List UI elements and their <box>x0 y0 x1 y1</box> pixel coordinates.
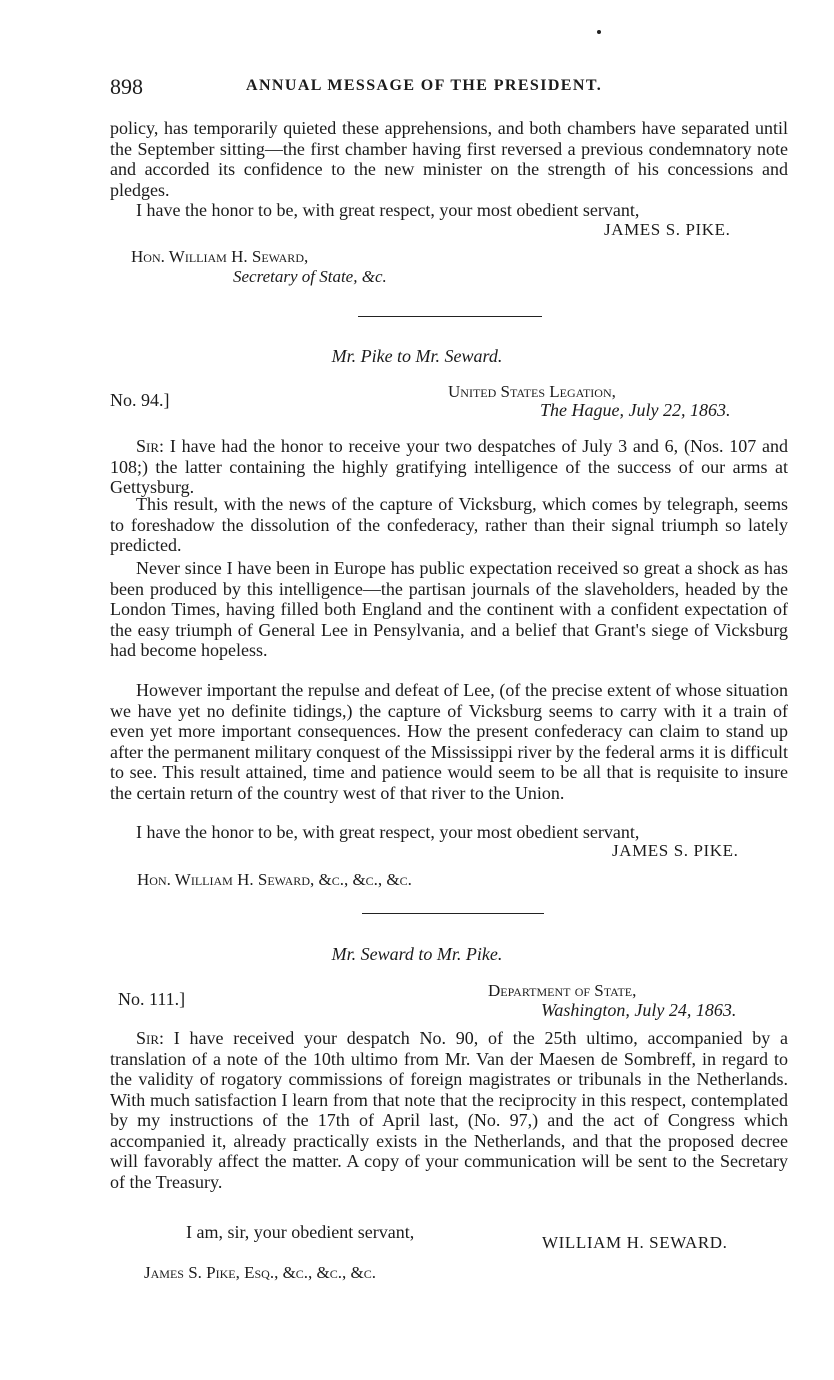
letter2-place-org: United States Legation, <box>448 382 616 401</box>
letter2-place-date: The Hague, July 22, 1863. <box>540 400 731 420</box>
letter2-paragraph-2: This result, with the news of the capture of Vicksburg, which comes by telegraph, seems to foreshadow the dissolution of the confederacy, rather than their signal triumph so lately predicted. <box>110 494 788 555</box>
letter3-salutation: Sir: <box>136 1028 165 1048</box>
running-head: ANNUAL MESSAGE OF THE PRESIDENT. <box>246 77 603 94</box>
letter2-number: No. 94.] <box>110 390 170 410</box>
letter3-place-org: Department of State, <box>488 981 637 1000</box>
letter3-heading: Mr. Seward to Mr. Pike. <box>331 944 503 964</box>
ink-speck <box>597 30 601 34</box>
letter2-heading: Mr. Pike to Mr. Seward. <box>331 346 503 366</box>
section-divider-2 <box>362 913 544 914</box>
letter3-place-date: Washington, July 24, 1863. <box>541 1000 737 1020</box>
letter3-signature: WILLIAM H. SEWARD. <box>542 1233 728 1252</box>
letter2-salutation: Sir: <box>136 436 165 456</box>
letter2-complimentary-close: I have the honor to be, with great respect, your most obedient servant, <box>136 822 640 842</box>
letter1-complimentary-close: I have the honor to be, with great respect, your most obedient servant, <box>136 200 640 220</box>
letter2-paragraph-4: However important the repulse and defeat of Lee, (of the precise extent of whose situation we have yet no definite tidings,) the capture of Vicksburg seems to carry with it a train of even yet more important consequences. How the present confederacy can claim to stand up after the permanent military conquest of the Mississippi river by the federal arms it is difficult to see. This result attained, time and patience would seem to be all that is requisite to insure the certain return of the country west of that river to the Union. <box>110 680 788 803</box>
letter1-closing-paragraph: policy, has temporarily quieted these apprehensions, and both chambers have separated until the September sitting—the first chamber having first reversed a previous condemnatory note and accorded its confidence to the new minister on the strength of his concessions and pledges. <box>110 118 788 200</box>
letter2-addressee: Hon. William H. Seward, &c., &c., &c. <box>137 870 412 889</box>
section-divider <box>358 316 542 317</box>
letter3-complimentary-close: I am, sir, your obedient servant, <box>186 1222 415 1242</box>
letter3-paragraph <box>110 1028 788 1192</box>
letter2-paragraph-1-text: I have had the honor to receive your two despatches of July 3 and 6, (Nos. 107 and 108;) the latter containing the highly gratifying intelligence of the success of our arms at Gettysburg. <box>110 436 789 497</box>
letter2-signature: JAMES S. PIKE. <box>612 841 739 860</box>
letter2-paragraph-3: Never since I have been in Europe has public expectation received so great a shock as has been produced by this intelligence—the partisan journals of the slaveholders, headed by the London Times, having filled both England and the continent with a confident expectation of the easy triumph of General Lee in Pensylvania, and a belief that Grant's siege of Vicksburg had become hopeless. <box>110 558 788 660</box>
letter3-paragraph-text: I have received your despatch No. 90, of the 25th ultimo, accompanied by a translation of a note of the 10th ultimo from Mr. Van der Maesen de Sombreff, in regard to the validity of rogatory commissions of foreign magistrates or tribunals in the Netherlands. With much satisfaction I learn from that note that the reciprocity in this respect, contemplated by my instructions of the 17th of April last, (No. 97,) and the act of Congress which accompanied it, already practically exists in the Netherlands, and that the proposed decree will favorably affect the matter. A copy of your communication will be sent to the Secretary of the Treasury. <box>110 1028 788 1192</box>
letter3-addressee: James S. Pike, Esq., &c., &c., &c. <box>144 1263 377 1282</box>
page-number: 898 <box>110 74 143 99</box>
letter1-addressee-name: Hon. William H. Seward, <box>131 247 309 266</box>
letter3-number: No. 111.] <box>118 989 186 1009</box>
letter1-signature: JAMES S. PIKE. <box>604 220 731 239</box>
letter1-addressee-title: Secretary of State, &c. <box>233 267 387 286</box>
letter2-paragraph-1 <box>110 436 788 498</box>
